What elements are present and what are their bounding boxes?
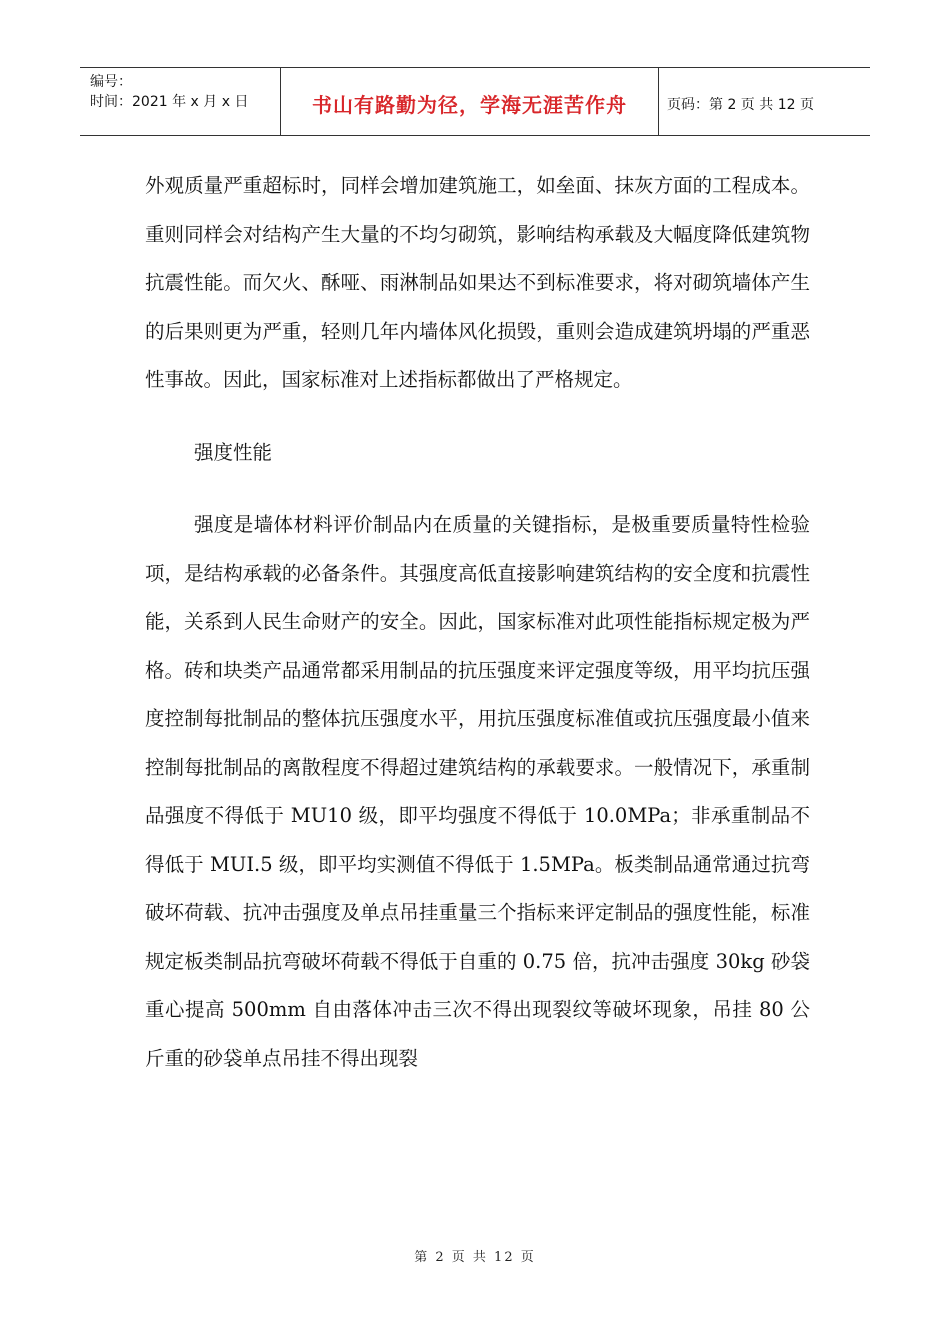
paragraph-appearance-quality: 外观质量严重超标时，同样会增加建筑施工，如垒面、抹灰方面的工程成本。重则同样会对结构产生大量的不均匀砌筑，影响结构承载及大幅度降低建筑物抗震性能。而欠火、酥哑、雨淋制品如果达不到标准要求，将对砌筑墙体产生的后果则更为严重，轻则几年内墙体风化损毁，重则会造成建筑坍塌的严重恶性事故。因此，国家标准对上述指标都做出了严格规定。 (145, 174, 810, 391)
document-number-label: 编号： (90, 74, 132, 90)
motto-text: 书山有路勤为径，学海无涯苦作舟 (312, 93, 627, 117)
header-meta (80, 68, 281, 135)
paragraph-strength-performance: 强度是墙体材料评价制品内在质量的关键指标，是极重要质量特性检验项，是结构承载的必备条件。其强度高低直接影响建筑结构的安全度和抗震性能，关系到人民生命财产的安全。因此，国家标准对此项性能指标规定极为严格。砖和块类产品通常都采用制品的抗压强度来评定强度等级，用平均抗压强度控制每批制品的整体抗压强度水平，用抗压强度标准值或抗压强度最小值来控制每批制品的离散程度不得超过建筑结构的承载要求。一般情况下，承重制品强度不得低于 MU10 级，即平均强度不得低于 10.0MPa；非承重制品不得低于 MUI.5 级，即平均实测值不得低于 1.5MPa。板类制品通常通过抗弯破坏荷载、抗冲击强度及单点吊挂重量三个指标来评定制品的强度性能，标准规定板类制品抗弯破坏荷载不得低于自重的 0.75 倍，抗冲击强度 30kg 砂袋重心提高 500mm 自由落体冲击三次不得出现裂纹等破坏现象，吊挂 80 公斤重的砂袋单点吊挂不得出现裂 (145, 513, 810, 1070)
section-heading-strength: 强度性能 (194, 440, 273, 464)
page-info-text: 页码：第 2 页 共 12 页 (667, 96, 814, 113)
header-motto-cell (281, 68, 659, 135)
document-body (145, 162, 810, 1083)
page-header (80, 67, 870, 136)
page-footer (0, 1246, 950, 1265)
header-page-info (659, 68, 870, 135)
document-date: 时间：2021 年 x 月 x 日 (90, 94, 249, 110)
footer-page-number: 第 2 页 共 12 页 (414, 1250, 536, 1265)
